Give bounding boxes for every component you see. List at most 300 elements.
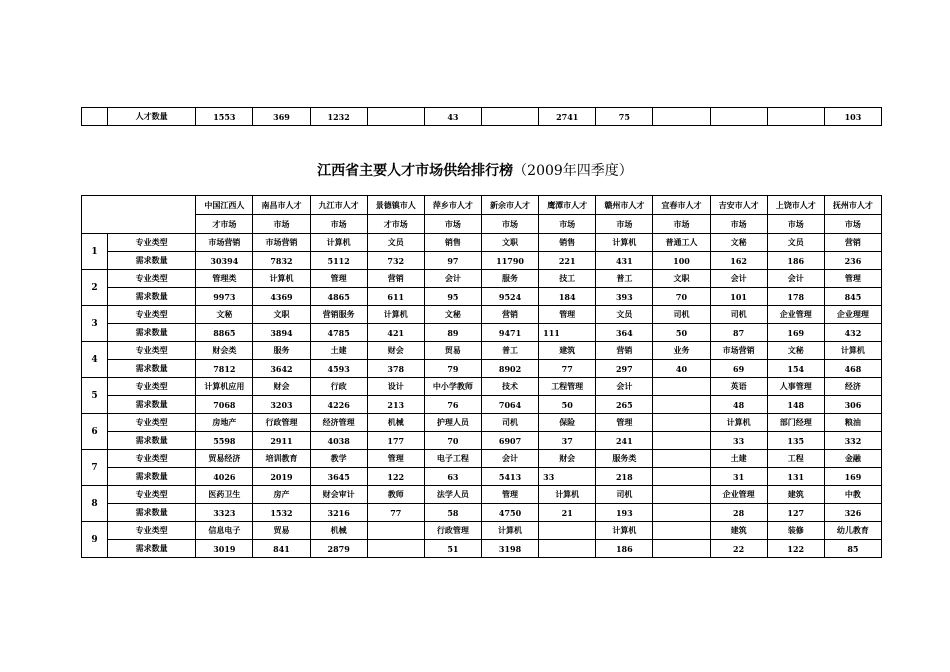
count-cell: 1532: [253, 504, 310, 522]
type-cell: 计算机: [539, 486, 596, 504]
rank-cell: 6: [82, 414, 108, 450]
count-cell: 3216: [310, 504, 367, 522]
type-cell: 教师: [367, 486, 424, 504]
count-cell: [653, 468, 710, 486]
type-cell: 文秘: [424, 306, 481, 324]
type-cell: 司机: [653, 306, 710, 324]
type-cell: 普通工人: [653, 234, 710, 252]
row-label: 需求数量: [108, 396, 196, 414]
type-cell: 财会: [539, 450, 596, 468]
type-cell: [653, 378, 710, 396]
row-label: 专业类型: [108, 486, 196, 504]
type-cell: 医药卫生: [196, 486, 253, 504]
count-cell: 393: [596, 288, 653, 306]
market-header: 中国江西人: [196, 196, 253, 215]
count-cell: [710, 108, 767, 126]
count-cell: 28: [710, 504, 767, 522]
count-cell: 148: [767, 396, 824, 414]
title-period: （2009年四季度）: [513, 163, 633, 179]
type-cell: 财会: [253, 378, 310, 396]
type-cell: 市场营销: [710, 342, 767, 360]
count-cell: 369: [253, 108, 310, 126]
count-row: [82, 360, 882, 378]
row-label: 专业类型: [108, 234, 196, 252]
count-cell: 611: [367, 288, 424, 306]
count-cell: 30394: [196, 252, 253, 270]
type-cell: 人事管理: [767, 378, 824, 396]
count-cell: 70: [653, 288, 710, 306]
market-header: 赣州市人才: [596, 196, 653, 215]
count-cell: 3645: [310, 468, 367, 486]
type-cell: 文员: [367, 234, 424, 252]
count-cell: 7068: [196, 396, 253, 414]
type-row: [82, 234, 882, 252]
market-header-row: [82, 215, 882, 234]
type-cell: 服务: [253, 342, 310, 360]
count-cell: 48: [710, 396, 767, 414]
type-cell: 计算机: [310, 234, 367, 252]
count-cell: 122: [367, 468, 424, 486]
count-cell: [539, 540, 596, 558]
count-cell: 85: [824, 540, 881, 558]
market-header-row: [82, 196, 882, 215]
row-label: 人才数量: [108, 108, 196, 126]
top-summary-table: [81, 107, 882, 126]
type-cell: 财会审计: [310, 486, 367, 504]
count-cell: 1232: [310, 108, 367, 126]
type-cell: 销售: [424, 234, 481, 252]
type-cell: 计算机: [253, 270, 310, 288]
type-cell: 保险: [539, 414, 596, 432]
count-cell: 2019: [253, 468, 310, 486]
type-cell: 文秘: [710, 234, 767, 252]
type-cell: 计算机: [481, 522, 538, 540]
rank-cell: 3: [82, 306, 108, 342]
count-cell: 100: [653, 252, 710, 270]
count-cell: 21: [539, 504, 596, 522]
type-cell: [653, 486, 710, 504]
type-cell: 计算机应用: [196, 378, 253, 396]
count-row: [82, 504, 882, 522]
count-cell: 841: [253, 540, 310, 558]
count-cell: 3203: [253, 396, 310, 414]
count-cell: 9973: [196, 288, 253, 306]
type-cell: 计算机: [596, 522, 653, 540]
count-cell: 169: [767, 324, 824, 342]
type-cell: 工程管理: [539, 378, 596, 396]
count-cell: 3019: [196, 540, 253, 558]
type-cell: 营销: [367, 270, 424, 288]
header-corner: [82, 196, 196, 234]
count-cell: 177: [367, 432, 424, 450]
type-cell: 管理: [539, 306, 596, 324]
type-cell: [653, 414, 710, 432]
type-cell: 粮油: [824, 414, 881, 432]
count-cell: 154: [767, 360, 824, 378]
count-cell: 31: [710, 468, 767, 486]
market-header: 新余市人才: [481, 196, 538, 215]
type-cell: 文职: [481, 234, 538, 252]
count-cell: 3642: [253, 360, 310, 378]
row-label: 需求数量: [108, 468, 196, 486]
count-cell: [767, 108, 824, 126]
type-cell: 中教: [824, 486, 881, 504]
type-cell: 会计: [710, 270, 767, 288]
type-cell: 经济: [824, 378, 881, 396]
type-cell: 机械: [367, 414, 424, 432]
type-cell: 服务类: [596, 450, 653, 468]
type-cell: 计算机: [824, 342, 881, 360]
count-row: [82, 468, 882, 486]
count-cell: 1553: [196, 108, 253, 126]
type-cell: 幼儿教育: [824, 522, 881, 540]
count-cell: 421: [367, 324, 424, 342]
count-row: [82, 324, 882, 342]
type-cell: 企业管理: [767, 306, 824, 324]
market-header: 市场: [824, 215, 881, 234]
type-cell: 经济管理: [310, 414, 367, 432]
count-cell: [481, 108, 538, 126]
count-cell: [653, 108, 710, 126]
type-cell: 会计: [596, 378, 653, 396]
type-cell: 房产: [253, 486, 310, 504]
count-cell: 33: [539, 468, 596, 486]
type-cell: 计算机: [710, 414, 767, 432]
count-cell: 297: [596, 360, 653, 378]
rank-cell: 5: [82, 378, 108, 414]
market-header: 市场: [710, 215, 767, 234]
type-row: [82, 486, 882, 504]
count-cell: 3198: [481, 540, 538, 558]
count-cell: 58: [424, 504, 481, 522]
count-cell: 178: [767, 288, 824, 306]
count-cell: 3323: [196, 504, 253, 522]
type-cell: 销售: [539, 234, 596, 252]
type-cell: 服务: [481, 270, 538, 288]
type-cell: 计算机: [596, 234, 653, 252]
type-cell: 电子工程: [424, 450, 481, 468]
type-row: [82, 342, 882, 360]
row-label: 需求数量: [108, 360, 196, 378]
type-cell: 法学人员: [424, 486, 481, 504]
market-header: 上饶市人才: [767, 196, 824, 215]
count-cell: [653, 396, 710, 414]
row-label: 需求数量: [108, 540, 196, 558]
type-cell: 市场营销: [196, 234, 253, 252]
count-cell: 186: [596, 540, 653, 558]
count-cell: 76: [424, 396, 481, 414]
market-header: 吉安市人才: [710, 196, 767, 215]
type-row: [82, 378, 882, 396]
type-cell: 设计: [367, 378, 424, 396]
count-cell: 51: [424, 540, 481, 558]
market-header: 萍乡市人才: [424, 196, 481, 215]
count-cell: 69: [710, 360, 767, 378]
count-cell: 378: [367, 360, 424, 378]
row-label: 专业类型: [108, 522, 196, 540]
count-cell: 89: [424, 324, 481, 342]
type-cell: 培训教育: [253, 450, 310, 468]
type-cell: 贸易: [424, 342, 481, 360]
type-cell: 管理类: [196, 270, 253, 288]
ranking-table: [81, 195, 882, 558]
type-cell: 管理: [596, 414, 653, 432]
count-cell: 221: [539, 252, 596, 270]
type-row: [82, 450, 882, 468]
count-cell: 431: [596, 252, 653, 270]
type-cell: [653, 522, 710, 540]
count-cell: 103: [824, 108, 881, 126]
count-cell: 241: [596, 432, 653, 450]
count-cell: 50: [653, 324, 710, 342]
type-cell: 工程: [767, 450, 824, 468]
count-cell: 5112: [310, 252, 367, 270]
count-cell: 8902: [481, 360, 538, 378]
count-cell: 79: [424, 360, 481, 378]
count-cell: 162: [710, 252, 767, 270]
count-cell: 4785: [310, 324, 367, 342]
count-cell: 97: [424, 252, 481, 270]
type-cell: [367, 522, 424, 540]
count-cell: 2741: [539, 108, 596, 126]
count-row: [82, 396, 882, 414]
count-cell: 5413: [481, 468, 538, 486]
type-cell: 计算机: [367, 306, 424, 324]
type-cell: 营销: [824, 234, 881, 252]
type-cell: 会计: [481, 450, 538, 468]
market-header: 才市场: [367, 215, 424, 234]
market-header: 市场: [253, 215, 310, 234]
type-cell: 营销: [481, 306, 538, 324]
type-cell: [653, 450, 710, 468]
market-header: 景德镇市人: [367, 196, 424, 215]
row-label: 专业类型: [108, 450, 196, 468]
type-cell: 管理: [310, 270, 367, 288]
count-cell: 4865: [310, 288, 367, 306]
count-cell: 63: [424, 468, 481, 486]
count-cell: 8865: [196, 324, 253, 342]
count-cell: 218: [596, 468, 653, 486]
count-cell: 77: [367, 504, 424, 522]
count-cell: [653, 432, 710, 450]
count-cell: 468: [824, 360, 881, 378]
type-cell: 技术: [481, 378, 538, 396]
count-cell: 37: [539, 432, 596, 450]
count-row: [82, 540, 882, 558]
market-header: 市场: [310, 215, 367, 234]
market-header: 抚州市人才: [824, 196, 881, 215]
rank-cell: 8: [82, 486, 108, 522]
count-cell: 4038: [310, 432, 367, 450]
type-cell: 司机: [481, 414, 538, 432]
row-label: 需求数量: [108, 324, 196, 342]
count-cell: 40: [653, 360, 710, 378]
type-cell: 贸易经济: [196, 450, 253, 468]
type-row: [82, 270, 882, 288]
type-cell: 机械: [310, 522, 367, 540]
type-cell: 部门经理: [767, 414, 824, 432]
count-cell: 845: [824, 288, 881, 306]
count-cell: 265: [596, 396, 653, 414]
count-cell: 7812: [196, 360, 253, 378]
market-header: 市场: [424, 215, 481, 234]
type-cell: 文员: [596, 306, 653, 324]
type-cell: 装修: [767, 522, 824, 540]
type-cell: 文职: [253, 306, 310, 324]
row-label: 需求数量: [108, 432, 196, 450]
row-label: 专业类型: [108, 414, 196, 432]
count-cell: 432: [824, 324, 881, 342]
type-cell: 普工: [596, 270, 653, 288]
type-cell: 文秘: [767, 342, 824, 360]
count-cell: 70: [424, 432, 481, 450]
count-cell: 33: [710, 432, 767, 450]
count-cell: 2879: [310, 540, 367, 558]
row-label: 需求数量: [108, 252, 196, 270]
page-title: [0, 160, 950, 180]
market-header: 市场: [767, 215, 824, 234]
type-cell: 行政管理: [424, 522, 481, 540]
market-header: 市场: [596, 215, 653, 234]
count-cell: [653, 504, 710, 522]
count-cell: 306: [824, 396, 881, 414]
market-header: 市场: [481, 215, 538, 234]
type-cell: 普工: [481, 342, 538, 360]
count-cell: 95: [424, 288, 481, 306]
rank-cell: 1: [82, 234, 108, 270]
type-cell: 司机: [710, 306, 767, 324]
count-cell: 169: [824, 468, 881, 486]
count-cell: [367, 108, 424, 126]
rank-cell: 2: [82, 270, 108, 306]
type-cell: 文员: [767, 234, 824, 252]
market-header: 才市场: [196, 215, 253, 234]
title-main: 江西省主要人才市场供给排行榜: [317, 163, 514, 179]
market-header: 市场: [653, 215, 710, 234]
count-cell: 11790: [481, 252, 538, 270]
count-cell: 22: [710, 540, 767, 558]
count-cell: 236: [824, 252, 881, 270]
type-cell: 企业理理: [824, 306, 881, 324]
type-cell: 会计: [767, 270, 824, 288]
row-label: 需求数量: [108, 288, 196, 306]
rank-cell: 7: [82, 450, 108, 486]
market-header: 九江市人才: [310, 196, 367, 215]
type-row: [82, 306, 882, 324]
type-cell: 行政管理: [253, 414, 310, 432]
type-cell: 护理人员: [424, 414, 481, 432]
count-cell: 2911: [253, 432, 310, 450]
count-cell: 193: [596, 504, 653, 522]
count-cell: 75: [596, 108, 653, 126]
type-cell: 技工: [539, 270, 596, 288]
type-cell: 建筑: [710, 522, 767, 540]
type-cell: 英语: [710, 378, 767, 396]
type-cell: 营销服务: [310, 306, 367, 324]
count-cell: 7832: [253, 252, 310, 270]
type-cell: 管理: [367, 450, 424, 468]
type-cell: 中小学教师: [424, 378, 481, 396]
count-cell: 184: [539, 288, 596, 306]
type-cell: 房地产: [196, 414, 253, 432]
count-cell: 9471: [481, 324, 538, 342]
type-cell: 教学: [310, 450, 367, 468]
type-cell: 市场营销: [253, 234, 310, 252]
count-cell: 50: [539, 396, 596, 414]
count-cell: 5598: [196, 432, 253, 450]
count-cell: [367, 540, 424, 558]
type-cell: 管理: [481, 486, 538, 504]
count-cell: 4593: [310, 360, 367, 378]
type-cell: 文秘: [196, 306, 253, 324]
count-cell: 7064: [481, 396, 538, 414]
count-cell: 186: [767, 252, 824, 270]
market-header: 市场: [539, 215, 596, 234]
count-cell: 111: [539, 324, 596, 342]
market-header: 宜春市人才: [653, 196, 710, 215]
type-cell: 金融: [824, 450, 881, 468]
count-cell: 732: [367, 252, 424, 270]
row-label: 专业类型: [108, 306, 196, 324]
type-cell: 司机: [596, 486, 653, 504]
talent-count-row: [82, 108, 882, 126]
count-cell: 364: [596, 324, 653, 342]
count-row: [82, 288, 882, 306]
type-cell: 土建: [310, 342, 367, 360]
type-cell: 财会: [367, 342, 424, 360]
count-cell: 87: [710, 324, 767, 342]
count-cell: 9524: [481, 288, 538, 306]
count-cell: 127: [767, 504, 824, 522]
type-cell: 企业管理: [710, 486, 767, 504]
row-label: 专业类型: [108, 270, 196, 288]
type-cell: [539, 522, 596, 540]
count-cell: 4750: [481, 504, 538, 522]
type-cell: 建筑: [767, 486, 824, 504]
type-row: [82, 414, 882, 432]
type-cell: 土建: [710, 450, 767, 468]
type-cell: 文职: [653, 270, 710, 288]
count-cell: 213: [367, 396, 424, 414]
count-cell: 3894: [253, 324, 310, 342]
type-row: [82, 522, 882, 540]
row-label: 专业类型: [108, 378, 196, 396]
count-cell: 122: [767, 540, 824, 558]
count-cell: 131: [767, 468, 824, 486]
type-cell: 贸易: [253, 522, 310, 540]
rank-cell: 4: [82, 342, 108, 378]
row-label: 需求数量: [108, 504, 196, 522]
count-cell: [653, 540, 710, 558]
count-cell: 326: [824, 504, 881, 522]
count-cell: 4369: [253, 288, 310, 306]
type-cell: 营销: [596, 342, 653, 360]
type-cell: 行政: [310, 378, 367, 396]
type-cell: 会计: [424, 270, 481, 288]
market-header: 南昌市人才: [253, 196, 310, 215]
count-cell: 332: [824, 432, 881, 450]
count-cell: 4026: [196, 468, 253, 486]
type-cell: 财会类: [196, 342, 253, 360]
type-cell: 业务: [653, 342, 710, 360]
empty-cell: [82, 108, 108, 126]
count-cell: 4226: [310, 396, 367, 414]
count-cell: 135: [767, 432, 824, 450]
row-label: 专业类型: [108, 342, 196, 360]
type-cell: 管理: [824, 270, 881, 288]
count-cell: 43: [424, 108, 481, 126]
count-row: [82, 252, 882, 270]
